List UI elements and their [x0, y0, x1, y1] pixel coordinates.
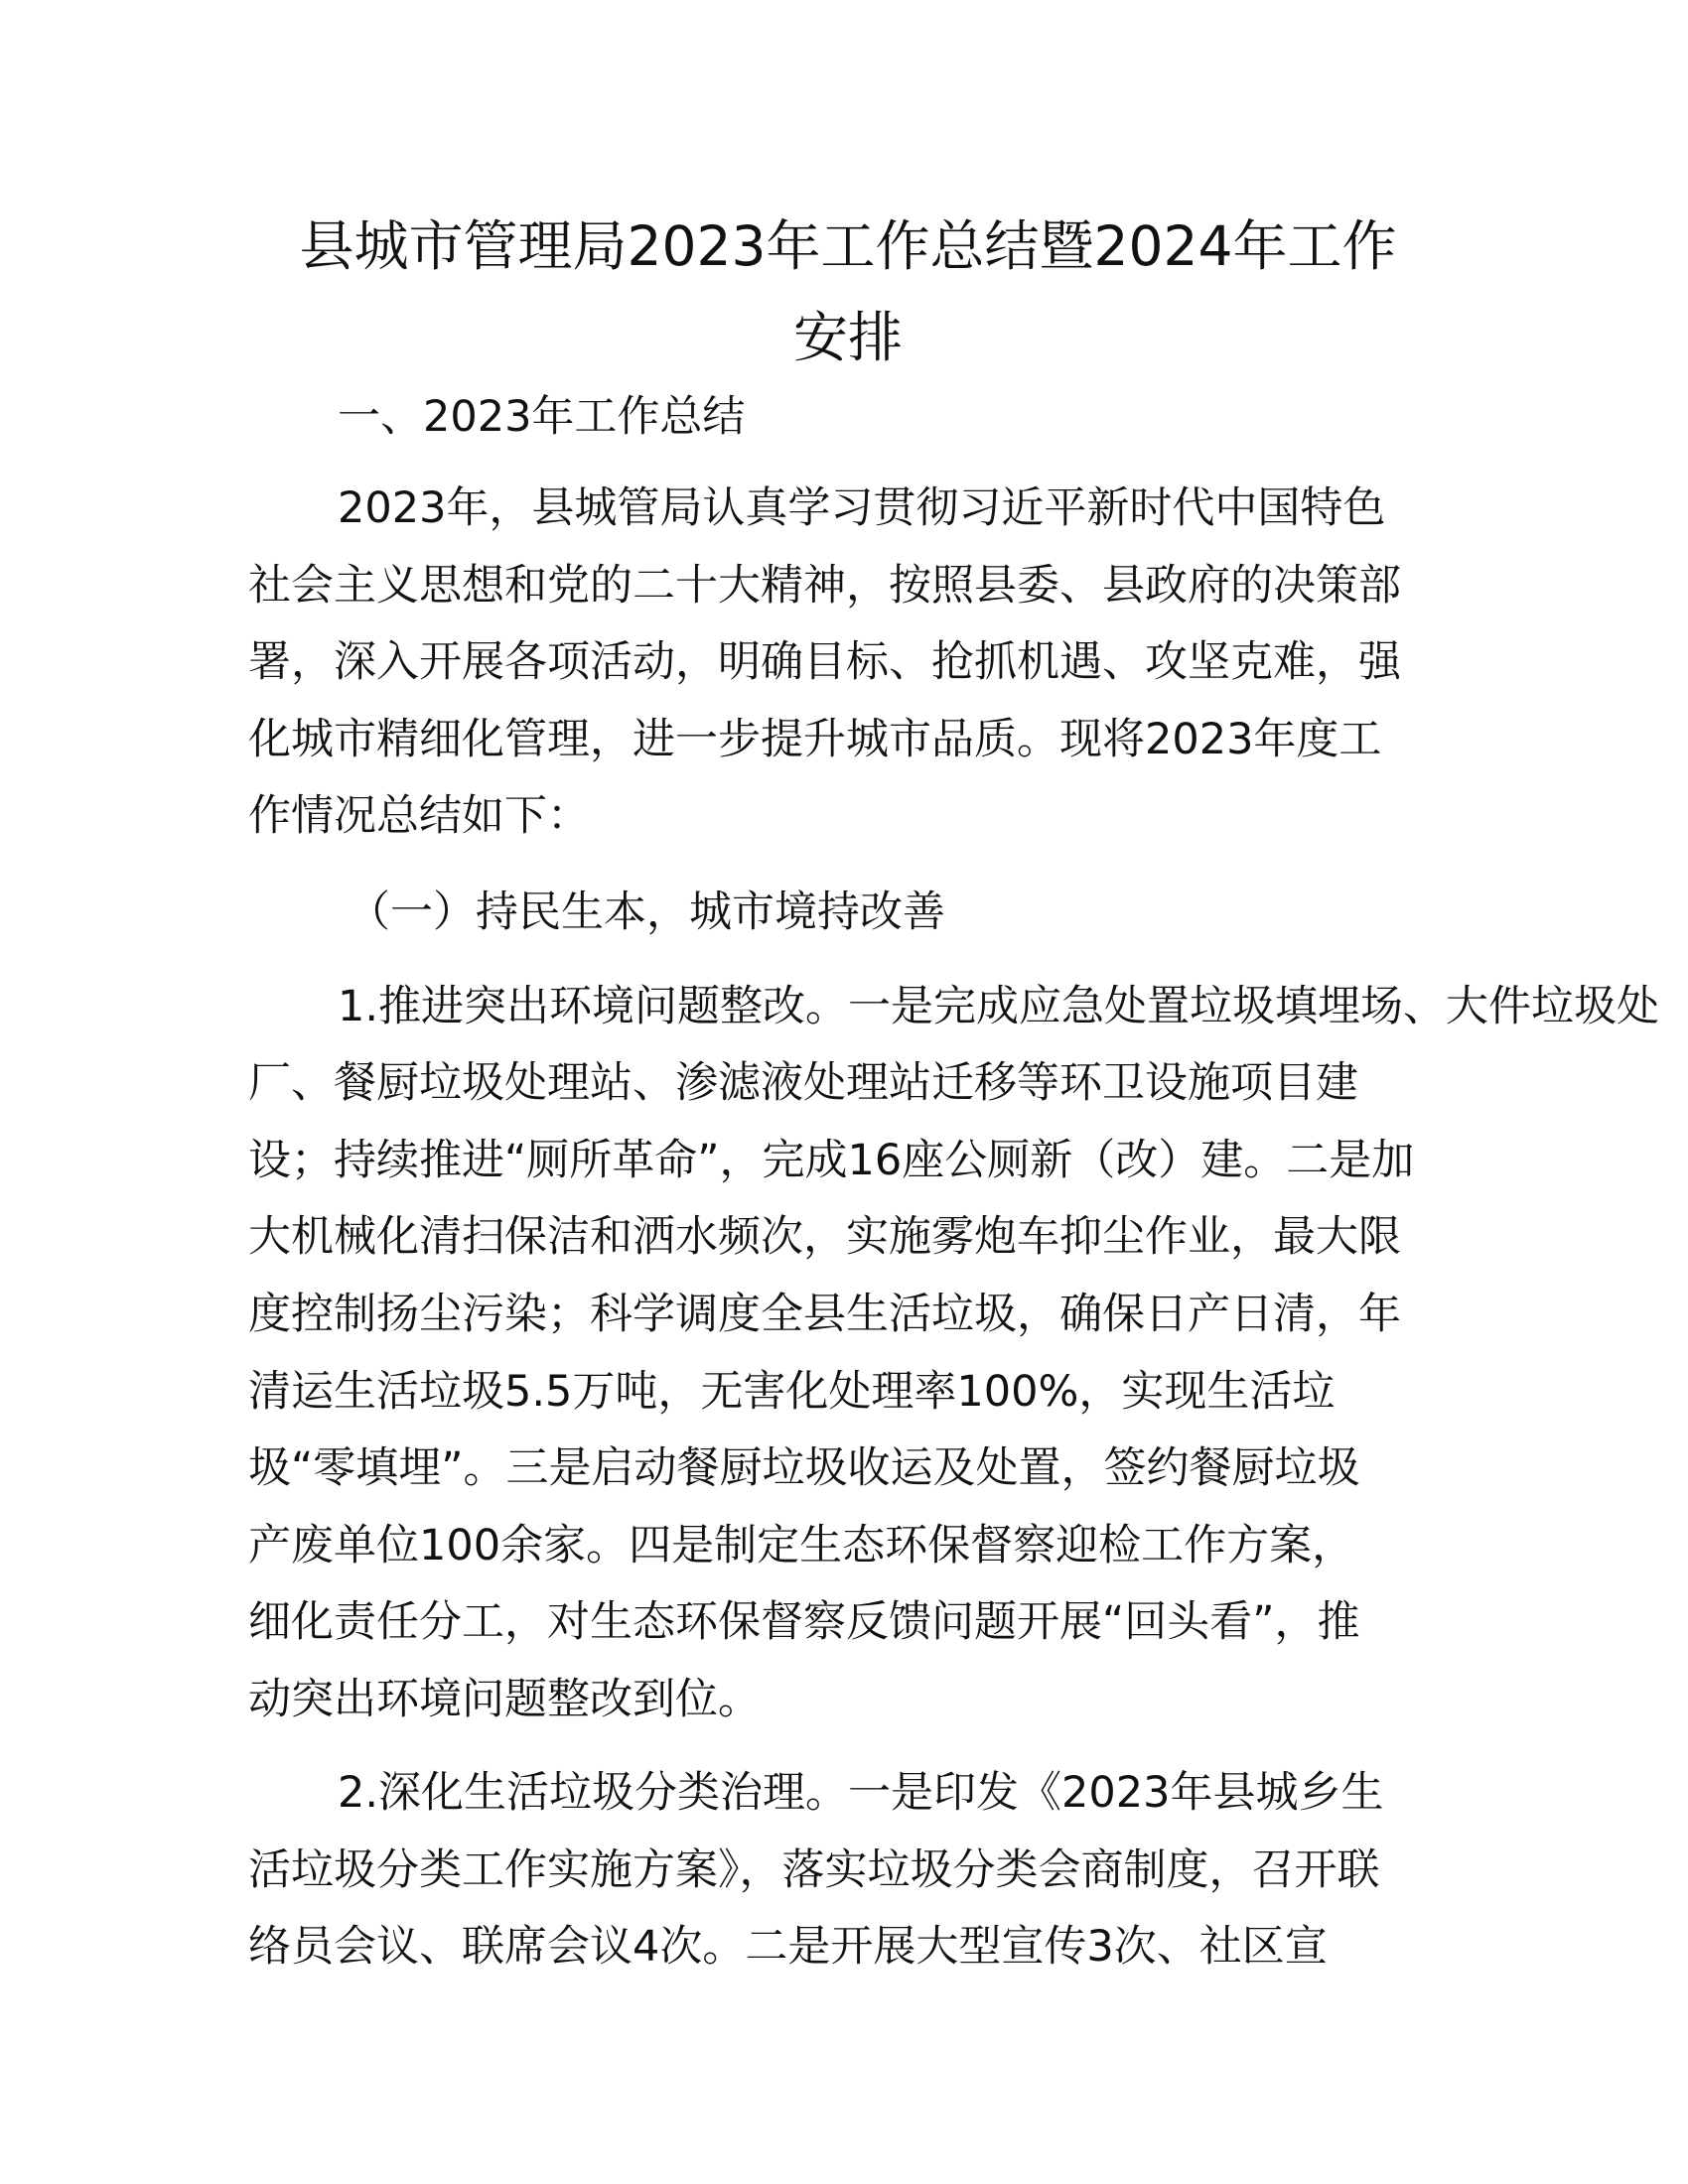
- intro-line-3: 署，深入开展各项活动，明确目标、抢抓机遇、攻坚克难，强: [248, 637, 1401, 687]
- item1-line-2: 厂、餐厨垃圾处理站、渗滤液处理站迁移等环卫设施项目建: [248, 1058, 1358, 1108]
- item1-line-10: 动突出环境问题整改到位。: [248, 1675, 761, 1724]
- intro-line-1: 2023年，县城管局认真学习贯彻习近平新时代中国特色: [338, 483, 1386, 533]
- title-line-1: 县城市管理局2023年工作总结暨2024年工作: [299, 214, 1397, 278]
- title-line-2: 安排: [792, 306, 903, 369]
- subsection-heading: （一）持民生本，城市境持改善: [348, 887, 945, 937]
- intro-line-4: 化城市精细化管理，进一步提升城市品质。现将2023年度工: [248, 715, 1382, 764]
- item2-line-3: 络员会议、联席会议4次。二是开展大型宣传3次、社区宣: [248, 1922, 1328, 1972]
- item1-line-1: 1.推进突出环境问题整改。一是完成应急处置垃圾填埋场、大件垃圾处: [338, 982, 1660, 1031]
- document-title: [246, 201, 1450, 383]
- item1-line-8: 产废单位100余家。四是制定生态环保督察迎检工作方案，: [248, 1521, 1355, 1570]
- intro-line-5: 作情况总结如下：: [248, 791, 590, 841]
- item1-line-3: 设；持续推进“厕所革命”，完成16座公厕新（改）建。二是加: [248, 1136, 1415, 1185]
- section-heading: 一、2023年工作总结: [338, 392, 746, 442]
- item1-line-5: 度控制扬尘污染；科学调度全县生活垃圾，确保日产日清，年: [248, 1290, 1401, 1339]
- item2-line-2: 活垃圾分类工作实施方案》，落实垃圾分类会商制度，召开联: [248, 1845, 1380, 1895]
- item1-line-7: 圾“零填埋”。三是启动餐厨垃圾收运及处置，签约餐厨垃圾: [248, 1443, 1360, 1493]
- item2-line-1: 2.深化生活垃圾分类治理。一是印发《2023年县城乡生: [338, 1768, 1384, 1818]
- item1-line-4: 大机械化清扫保洁和洒水频次，实施雾炮车抑尘作业，最大限: [248, 1212, 1401, 1262]
- item1-line-9: 细化责任分工，对生态环保督察反馈问题开展“回头看”，推: [248, 1597, 1360, 1647]
- item1-line-6: 清运生活垃圾5.5万吨，无害化处理率100%，实现生活垃: [248, 1367, 1336, 1417]
- intro-line-2: 社会主义思想和党的二十大精神，按照县委、县政府的决策部: [248, 561, 1401, 611]
